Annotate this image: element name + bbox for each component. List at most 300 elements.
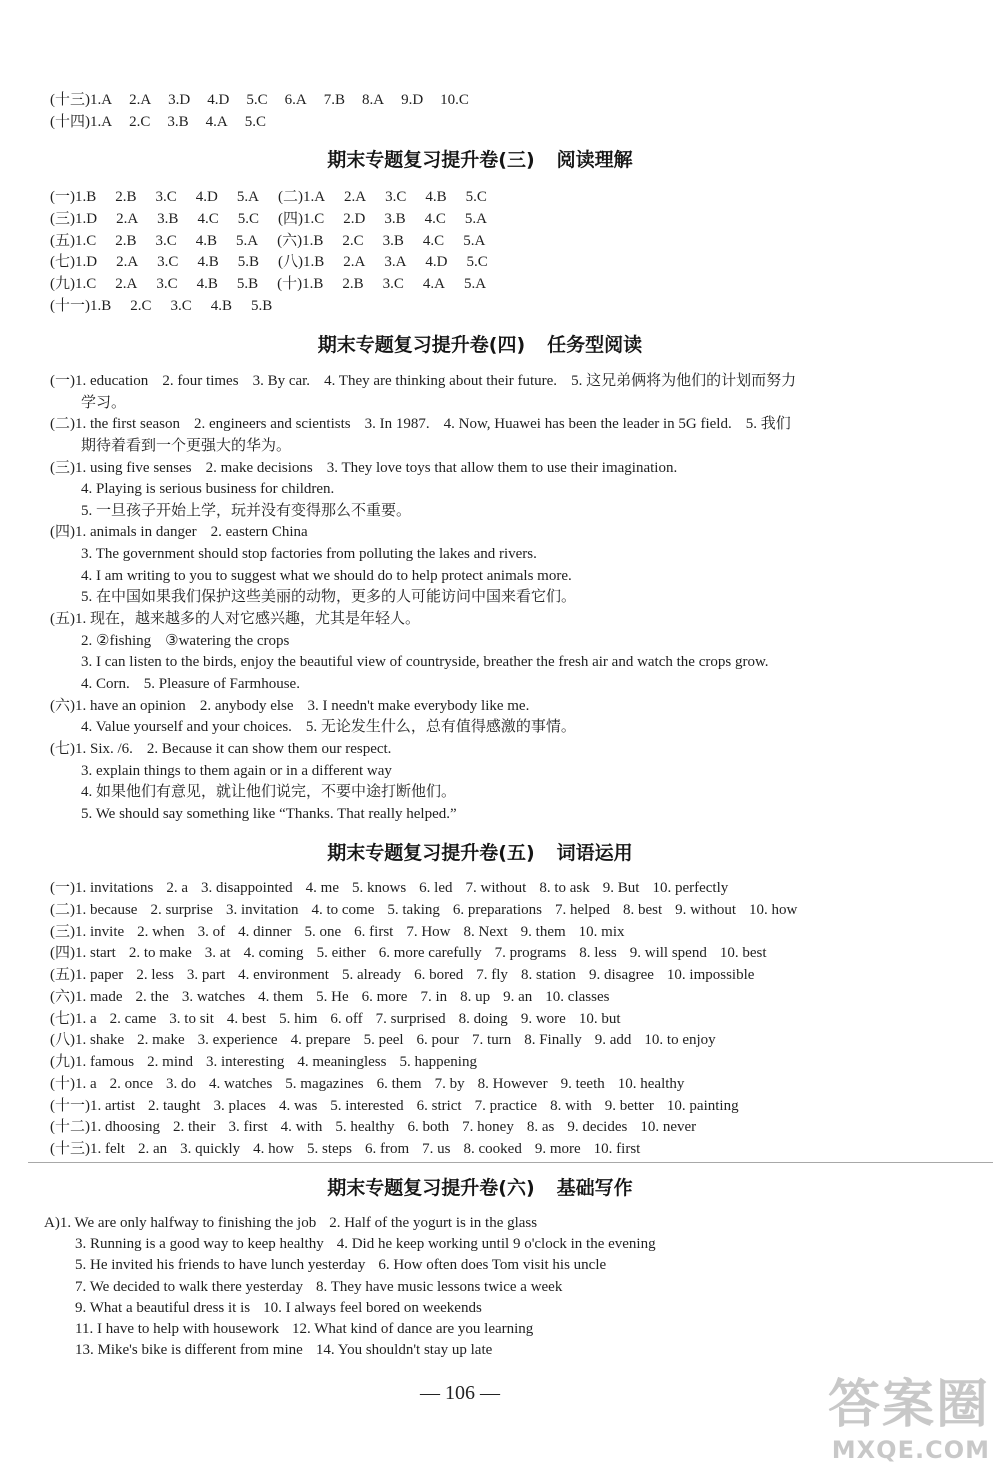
answer-item: 2.B [115,189,137,205]
answer-item: 12. What kind of dance are you learning [292,1320,534,1337]
answer-item: (七)1. a [50,1010,97,1027]
answer-item: 4. I am writing to you to suggest what we should do to help protect animals more. [81,567,572,584]
answer-item: 4. best [226,1010,267,1027]
answer-item: (九)1.C [50,276,97,293]
answer-item: 10. healthy [617,1075,685,1092]
answer-item: 7. programs [494,945,567,962]
answer-item: 8. Finally [524,1032,582,1049]
answer-item: (十一)1.B [50,297,112,314]
answer-item: (二)1. because [50,901,138,918]
answer-line [44,1213,984,1234]
answer-item: 9. without [675,901,737,918]
answer-item: 6. led [419,880,453,896]
answer-item: 3.B [167,113,189,130]
answer-item: 8. Next [463,923,508,940]
answer-line [50,943,990,965]
answer-item: 10. how [749,901,798,918]
answer-item: 7. honey [462,1119,514,1136]
answer-item: 8. with [550,1097,592,1114]
answer-item: 10. painting [666,1097,739,1114]
answer-item: 13. Mike's bike is different from mine [75,1342,303,1359]
answer-item: 4. to come [311,901,375,918]
answer-item: 5.C [237,210,259,227]
answer-item: 7. in [420,988,448,1005]
answer-item: 2. engineers and scientists [193,416,351,433]
answer-line [50,696,990,718]
answer-line [50,922,990,944]
answer-item: 4.A [422,276,446,293]
answer-item: 2.C [342,232,364,249]
answer-item: 5. healthy [335,1119,395,1136]
answer-item: 10. never [640,1119,697,1136]
answer-item: 6.A [284,92,307,108]
answer-item: (五)1. paper [50,967,124,983]
answer-item: 6. more [361,988,408,1005]
divider-line [28,1162,993,1163]
answer-item: 6. both [407,1119,450,1136]
answer-item: 8. up [460,988,491,1005]
answer-item: 9. What a beautiful dress it is [75,1299,251,1316]
answer-item: 4.B [196,276,218,293]
answer-item: 7. We decided to walk there yesterday [75,1278,304,1295]
answer-line [50,1052,990,1074]
answer-item: 4.D [425,254,448,271]
answer-item: 2. make [137,1032,185,1049]
answer-line [50,393,990,415]
answer-item: (二)1. the first season [50,416,180,433]
answer-item: 5. either [316,945,366,962]
answer-item: (三)1. invite [50,923,125,940]
answer-item: (四)1. animals in danger [50,524,197,541]
answer-line [50,987,990,1009]
answer-item: 9. But [602,880,640,896]
answer-item: 9. an [503,988,533,1005]
answer-line [50,965,990,987]
answer-item: 2. the [135,988,169,1005]
answer-item: 4. me [305,880,339,896]
answer-item: 9. teeth [560,1075,605,1092]
answer-item: (十)1. a [50,1075,97,1092]
answer-item: 5. taking [387,901,440,918]
answer-item: 10.C [440,92,469,108]
answer-item: 3. quickly [180,1141,241,1157]
answer-item: 8. They have music lessons twice a week [316,1278,563,1295]
section-topic: 阅读理解 [556,149,633,171]
answer-item: 3.C [170,297,192,314]
answer-item: 5. interested [330,1097,404,1114]
answer-item: (七)1. Six. /6. [50,740,133,757]
word-usage-answers [50,878,990,1161]
answer-item: 3.C [155,232,177,249]
answer-item: 5.A [236,232,259,249]
answer-item: 3.D [168,92,191,108]
answer-item: 2. an [137,1141,168,1157]
answer-item: 8. However [477,1075,548,1092]
section-title: 期末专题复习提升卷(四) [317,334,526,356]
answer-item: 14. You shouldn't stay up late [315,1342,493,1359]
answer-item: 3. at [204,945,231,962]
answer-item: 7. practice [474,1097,538,1114]
answer-item: (七)1.D [50,254,98,271]
answer-line [50,209,990,231]
answer-item: 6. off [330,1010,363,1027]
answer-item: 10. mix [578,923,625,940]
answer-item: 3. first [228,1119,268,1136]
answer-line [50,609,990,631]
answer-item: 9. them [520,923,566,940]
answer-line [50,187,990,209]
answer-item: 3. Running is a good way to keep healthy [75,1236,324,1253]
answer-line [50,458,990,480]
answer-item: 2. came [109,1010,157,1027]
watermark-site: MXQE.COM [831,1436,990,1464]
answer-item: (八)1.B [277,254,325,271]
task-reading-answers [50,371,990,825]
answer-item: 期待着看到一个更强大的华为。 [81,437,292,454]
answer-line [44,1298,984,1319]
answer-item: (十一)1. artist [50,1097,135,1114]
answer-item: 4. Did he keep working until 9 o'clock in the evening [336,1236,656,1253]
answer-item: 7. us [422,1141,451,1157]
page-number: — 106 — [420,1382,500,1404]
answer-item: 3.C [382,276,404,293]
answer-item: (五)1. 现在，越来越多的人对它感兴趣，尤其是年轻人。 [50,611,420,628]
answer-item: 5.C [246,92,268,108]
answer-item: 8. cooked [463,1141,522,1157]
answer-line [50,296,990,318]
answer-item: 3. of [197,923,226,940]
answer-item: 2.D [343,210,366,227]
answer-item: 7. without [465,880,527,896]
answer-item: 7.B [323,92,345,108]
answer-item: (六)1. made [50,988,123,1005]
answer-item: 8. less [579,945,617,962]
watermark [780,1374,990,1464]
answer-item: 2. anybody else [199,697,294,714]
answer-line [50,739,990,761]
answer-item: 5. magazines [285,1075,364,1092]
answer-item: (十四)1.A [50,113,113,130]
answer-item: 4. Value yourself and your choices. [81,719,292,736]
answer-item: 5.C [465,189,487,205]
reading-comprehension-answers [50,187,990,318]
answer-item: 6. How often does Tom visit his uncle [378,1257,607,1274]
watermark-logo: 答案圈 [827,1375,990,1435]
answer-item: (三)1.D [50,210,98,227]
section-title: 期末专题复习提升卷(五) [327,842,535,864]
answer-item: (四)1. start [50,945,116,962]
answer-item: 3.C [156,276,178,293]
answer-item: 2. make decisions [205,459,313,476]
answer-item: 9. add [594,1032,632,1049]
answer-item: 9. better [604,1097,654,1114]
answer-item: 3. disappointed [201,880,293,896]
answer-item: 4. them [258,988,304,1005]
answer-line [50,1139,990,1161]
section-heading-reading-comprehension [0,146,960,174]
basic-writing-answers [44,1213,984,1361]
answer-item: 3. interesting [206,1054,285,1070]
answer-item: 4. watches [208,1075,273,1092]
answer-item: 6. them [376,1075,422,1092]
section-heading-basic-writing [0,1174,960,1202]
answer-line [50,414,990,436]
answer-item: 3. do [165,1075,196,1092]
answer-line [50,1009,990,1031]
answer-item: 5. 我们 [745,416,791,433]
answer-item: 2. their [173,1119,216,1136]
answer-item: 4. prepare [290,1032,351,1049]
answer-item: 9. decides [567,1119,628,1136]
answer-item: 2.C [130,297,152,314]
answer-item: 10. first [593,1141,641,1157]
answer-item: 7. helped [555,901,610,918]
answer-item: 4.B [197,254,219,271]
answer-item: 5. He invited his friends to have lunch yesterday [75,1257,366,1274]
answer-item: 2. less [136,967,174,983]
answer-item: ③watering the crops [165,632,290,649]
answer-item: 6. strict [416,1097,462,1114]
answer-item: 6. bored [414,967,464,983]
answer-item: 11. I have to help with housework [75,1320,279,1337]
answer-line [44,1340,984,1361]
answer-item: 2.A [115,276,138,293]
answer-item: 5.C [244,113,266,130]
previous-section-answers [50,90,990,133]
answer-item: 2. a [166,880,188,896]
answer-item: 9.D [401,92,424,108]
answer-item: 10. best [719,945,767,962]
answer-item: 5.A [236,189,259,205]
answer-item: (一)1. invitations [50,880,154,896]
answer-item: 2. eastern China [210,524,308,541]
answer-item: 2.A [343,254,366,271]
answer-item: 5. happening [399,1054,477,1070]
answer-line [50,652,990,674]
answer-item: 3. By car. [252,373,311,389]
answer-item: 4. coming [243,945,304,962]
answer-item: 4.B [195,232,218,249]
answer-item: 4. was [278,1097,318,1114]
answer-item: 5.B [236,276,259,293]
answer-line [50,1074,990,1096]
answer-item: 6. more carefully [378,945,482,962]
answer-line [50,231,990,253]
answer-item: (五)1.C [50,232,97,249]
answer-item: (八)1. shake [50,1032,125,1049]
answer-item: 6. first [354,923,394,940]
answer-item: (九)1. famous [50,1054,135,1070]
answer-item: 3. invitation [225,901,299,918]
answer-item: (三)1. using five senses [50,459,192,476]
answer-item: (十)1.B [277,276,324,293]
answer-item: 3. part [186,967,226,983]
answer-item: 6. preparations [452,901,543,918]
answer-item: 3.C [385,189,407,205]
answer-item: 4. 如果他们有意见，就让他们说完，不要中途打断他们。 [81,784,457,801]
answer-item: (十三)1.A [50,92,113,108]
answer-item: 3. The government should stop factories from polluting the lakes and rivers. [81,546,537,563]
answer-item: 5.B [251,297,273,314]
answer-line [50,371,990,393]
answer-line [50,252,990,274]
answer-item: 5. steps [307,1141,352,1157]
answer-line [50,501,990,523]
answer-item: 4.B [425,189,447,205]
answer-item: 5. We should say something like “Thanks. That really helped.” [81,805,457,822]
answer-item: 8. best [623,901,663,918]
answer-item: 10. classes [545,988,610,1005]
answer-line [50,717,990,739]
answer-item: 4. Corn. [81,675,130,692]
answer-line [44,1234,984,1255]
answer-item: 3.C [155,189,177,205]
answer-item: 4. Now, Huawei has been the leader in 5G field. [443,416,732,433]
answer-item: 3. They love toys that allow them to use their imagination. [326,459,678,476]
answer-item: 9. more [534,1141,581,1157]
answer-item: 3.B [382,232,404,249]
answer-line [44,1255,984,1276]
answer-item: 9. disagree [588,967,654,983]
answer-item: 5. knows [351,880,407,896]
answer-item: 3.C [157,254,179,271]
answer-item: A)1. We are only halfway to finishing the job [44,1215,317,1231]
answer-item: 7. turn [472,1032,512,1049]
answer-item: 10. perfectly [652,880,729,896]
answer-item: 5.A [464,210,487,227]
answer-item: 6. from [365,1141,410,1157]
answer-item: 3. In 1987. [364,416,430,433]
answer-item: 3. I can listen to the birds, enjoy the beautiful view of countryside, breather the fresh air and watch the crops grow. [81,654,769,671]
answer-item: 9. will spend [629,945,707,962]
answer-item: 4. with [280,1119,323,1136]
answer-item: 8.A [361,92,385,108]
answer-item: 5. 在中国如果我们保护这些美丽的动物，更多的人可能访问中国来看它们。 [81,589,577,606]
answer-line [50,436,990,458]
answer-item: 4. how [253,1141,294,1157]
answer-line [44,1319,984,1340]
answer-item: 4.B [210,297,233,314]
answer-item: 3. explain things to them again or in a different way [81,762,392,779]
answer-item: 3. places [213,1097,266,1114]
answer-item: 5. 这兄弟俩将为他们的计划而努力 [571,373,797,389]
answer-item: 2. Half of the yogurt is in the glass [329,1215,538,1231]
section-heading-task-reading [0,331,960,359]
answer-item: 3. watches [181,988,246,1005]
answer-item: 2. surprise [150,901,213,918]
answer-item: 2. when [137,923,185,940]
answer-item: 10. I always feel bored on weekends [263,1299,482,1316]
answer-item: 5. Pleasure of Farmhouse. [143,675,300,692]
answer-item: 4.C [422,232,445,249]
answer-item: 4. environment [238,967,329,983]
answer-item: 2. taught [147,1097,201,1114]
answer-item: (十二)1. dhoosing [50,1119,160,1136]
answer-line [50,804,990,826]
answer-item: 3.A [384,254,407,271]
answer-line [50,1117,990,1139]
answer-item: 学习。 [81,394,127,411]
answer-line [50,566,990,588]
answer-item: 7. How [406,923,451,940]
answer-item: 4. dinner [238,923,292,940]
answer-item: 2.B [342,276,364,293]
answer-line [50,1096,990,1118]
section-title: 期末专题复习提升卷(三) [327,149,535,171]
answer-item: (四)1.C [277,210,325,227]
answer-item: 3. experience [197,1032,278,1049]
answer-item: (一)1.B [50,189,97,205]
section-heading-word-usage [0,839,960,867]
answer-item: 4.A [205,113,228,130]
answer-line [50,1030,990,1052]
answer-item: 5. peel [363,1032,404,1049]
answer-line [50,112,990,134]
answer-item: 5. He [316,988,349,1005]
answer-item: 8. station [520,967,576,983]
answer-item: 2.C [129,113,151,130]
answer-item: 5. 一旦孩子开始上学，玩并没有变得那么不重要。 [81,502,412,519]
answer-item: 2. four times [162,373,239,389]
answer-item: 5.B [237,254,259,271]
answer-line [50,479,990,501]
answer-item: (二)1.A [277,189,326,205]
answer-item: (一)1. education [50,373,149,389]
answer-item: (六)1.B [277,232,324,249]
answer-line [50,900,990,922]
answer-item: 2. ②fishing [81,632,152,649]
answer-line [50,761,990,783]
answer-item: 8. as [526,1119,555,1136]
answer-item: 10. impossible [666,967,755,983]
answer-item: 4.D [195,189,218,205]
answer-item: 2.A [344,189,367,205]
answer-item: 7. by [434,1075,465,1092]
answer-line [50,544,990,566]
answer-item: 4.D [207,92,230,108]
answer-item: 2. mind [147,1054,193,1070]
answer-line [50,782,990,804]
answer-item: 3.B [157,210,179,227]
answer-item: 2. once [109,1075,153,1092]
answer-item: 4.C [424,210,446,227]
answer-item: 7. surprised [375,1010,446,1027]
answer-line [50,274,990,296]
answer-item: 2.A [116,210,139,227]
answer-item: 5.A [464,276,487,293]
answer-item: (六)1. have an opinion [50,697,186,714]
answer-line [44,1277,984,1298]
answer-line [50,522,990,544]
answer-line [50,587,990,609]
answer-item: 8. doing [458,1010,508,1027]
answer-item: (十三)1. felt [50,1141,125,1157]
answer-item: 5. him [279,1010,318,1027]
answer-item: 4. Playing is serious business for children. [81,481,335,498]
answer-line [50,878,990,900]
answer-item: 7. fly [476,967,508,983]
answer-item: 3.B [384,210,406,227]
answer-item: 5. 无论发生什么，总有值得感激的事情。 [305,719,576,736]
answer-item: 5. already [341,967,402,983]
answer-item: 10. but [578,1010,621,1027]
answer-item: 2.A [116,254,139,271]
section-title: 期末专题复习提升卷(六) [327,1177,535,1199]
answer-item: 5. one [304,923,342,940]
section-topic: 任务型阅读 [547,334,643,356]
answer-item: 3. I needn't make everybody like me. [307,697,530,714]
answer-item: 2.A [129,92,152,108]
